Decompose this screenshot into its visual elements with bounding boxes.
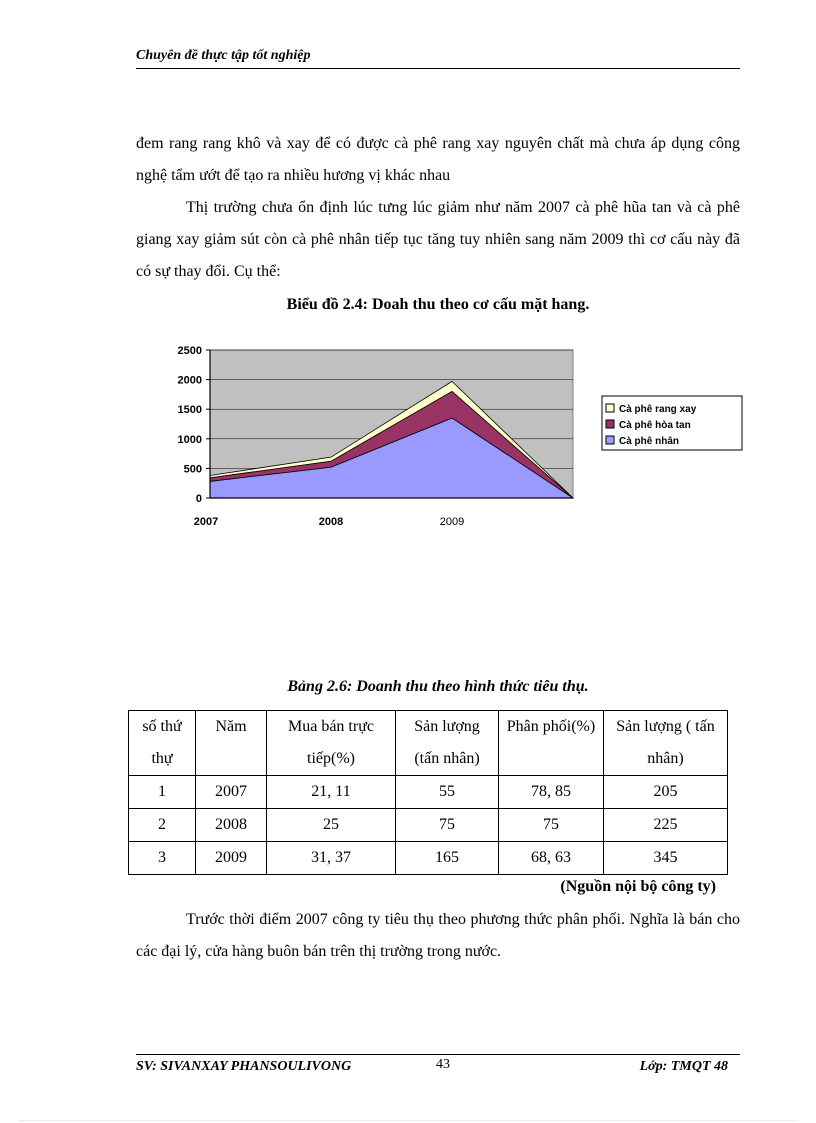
cell: 75 [499, 809, 604, 842]
col-direct-volume: Sản lượng (tấn nhân) [396, 711, 499, 776]
x-tick-label: 2007 [193, 516, 219, 528]
col-distribution-pct: Phân phối(%) [499, 711, 604, 776]
x-tick-label: 2008 [318, 516, 344, 528]
cell: 225 [604, 809, 728, 842]
legend-swatch [606, 404, 614, 412]
page-header [136, 48, 740, 69]
legend-label: Cà phê rang xay [619, 404, 697, 415]
col-index: số thứ thự [129, 711, 196, 776]
chart-title: Biểu đồ 2.4: Doah thu theo cơ cấu mặt hang. [286, 296, 590, 313]
x-tick-label: 2009 [439, 516, 465, 528]
paragraph-2: Thị trường chưa ổn định lúc tưng lúc giảm như năm 2007 cà phê hũa tan và cà phê giang xay giảm sút còn cà phê nhân tiếp tục tăng tuy nhiên sang năm 2009 thì cơ cấu này đã có sự thay đổi. Cụ thể: [136, 199, 740, 280]
header-title: Chuyên đề thực tập tốt nghiệp [136, 48, 311, 63]
cell: 55 [396, 776, 499, 809]
legend-label: Cà phê hòa tan [619, 420, 691, 431]
cell: 75 [396, 809, 499, 842]
paragraph-1: đem rang rang khô và xay để có được cà phê rang xay nguyên chất mà chưa áp dụng công nghệ tẩm ướt để tạo ra nhiều hương vị khác nhau [136, 135, 740, 184]
table-header-row [129, 711, 728, 776]
col-distribution-volume: Sản lượng ( tấn nhân) [604, 711, 728, 776]
y-tick-label: 2000 [177, 374, 202, 387]
cell: 21, 11 [267, 776, 396, 809]
legend-swatch [606, 436, 614, 444]
footer-student: SV: SIVANXAY PHANSOULIVONG [136, 1059, 352, 1074]
cell: 68, 63 [499, 842, 604, 875]
y-tick-label: 500 [183, 463, 202, 476]
cell: 2009 [196, 842, 267, 875]
page-bottom-divider [20, 1120, 796, 1121]
footer-class: Lớp: TMQT 48 [639, 1059, 728, 1074]
table-row [129, 776, 728, 809]
table-row [129, 842, 728, 875]
legend-label: Cà phê nhân [619, 436, 680, 447]
page-number: 43 [436, 1057, 450, 1072]
cell: 2007 [196, 776, 267, 809]
cell: 165 [396, 842, 499, 875]
cell: 345 [604, 842, 728, 875]
y-tick-label: 1500 [177, 404, 202, 417]
cell: 205 [604, 776, 728, 809]
source-note: (Nguồn nội bộ công ty) [560, 878, 716, 895]
cell: 1 [129, 776, 196, 809]
cell: 31, 37 [267, 842, 396, 875]
y-tick-label: 1000 [177, 433, 202, 446]
paragraph-3: Trước thời điểm 2007 công ty tiêu thụ theo phương thức phân phối. Nghĩa là bán cho các đại lý, cửa hàng buôn bán trên thị trường trong nước. [136, 911, 740, 960]
chart-canvas [160, 338, 760, 538]
cell: 78, 85 [499, 776, 604, 809]
y-tick-label: 0 [195, 493, 202, 505]
cell: 2008 [196, 809, 267, 842]
legend-swatch [606, 420, 614, 428]
col-direct-pct: Mua bán trực tiếp(%) [267, 711, 396, 776]
table-row [129, 809, 728, 842]
sales-channel-table [128, 710, 728, 875]
page-footer [136, 1054, 740, 1077]
cell: 25 [267, 809, 396, 842]
cell: 2 [129, 809, 196, 842]
y-tick-label: 2500 [177, 345, 202, 357]
revenue-area-chart [160, 338, 760, 538]
col-year: Năm [196, 711, 267, 776]
table-title: Bảng 2.6: Doanh thu theo hình thức tiêu thụ. [287, 678, 589, 695]
cell: 3 [129, 842, 196, 875]
